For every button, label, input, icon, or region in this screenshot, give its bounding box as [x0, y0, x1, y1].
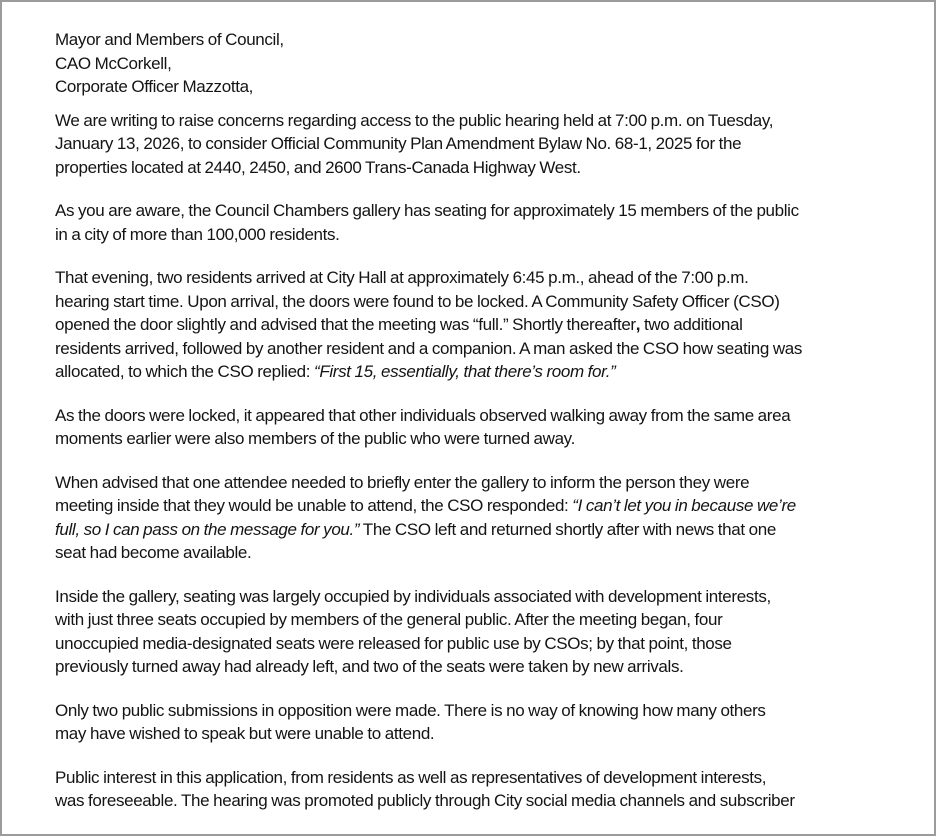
text-line: Inside the gallery, seating was largely occupied by individuals associated with development interests,: [55, 586, 771, 606]
text-line: seat had become available.: [55, 543, 252, 562]
text-segment: opened the door slightly and advised that the meeting was “full.” Shortly thereafter: [55, 315, 636, 334]
text-line: As you are aware, the Council Chambers gallery has seating for approximately 15 members of the public: [55, 201, 799, 220]
text-line: January 13, 2026, to consider Official Community Plan Amendment Bylaw No. 68-1, 2025 for the: [55, 134, 742, 153]
paragraph-inside-gallery: [55, 585, 915, 679]
text-line: We are writing to raise concerns regarding access to the public hearing held at 7:00 p.m. on Tuesday,: [55, 110, 774, 130]
paragraph-public-interest: [55, 766, 915, 813]
cso-quote: full, so I can pass on the message for you.”: [55, 519, 360, 539]
text-line: may have wished to speak but were unable to attend.: [55, 724, 435, 743]
text-line: That evening, two residents arrived at City Hall at approximately 6:45 p.m., ahead of the 7:00 p.m.: [55, 268, 749, 287]
text-line: [55, 360, 915, 384]
salutation-line: CAO McCorkell,: [55, 53, 172, 73]
salutation-line: Mayor and Members of Council,: [55, 30, 284, 49]
text-segment: meeting inside that they would be unable to attend, the CSO responded:: [55, 496, 573, 515]
paragraph-attendee-message: [55, 471, 915, 565]
text-segment: allocated, to which the CSO replied:: [55, 362, 315, 381]
text-line: [55, 494, 915, 518]
text-line: unoccupied media-designated seats were released for public use by CSOs; by that point, those: [55, 633, 732, 653]
text-line: with just three seats occupied by members of the general public. After the meeting began, four: [55, 610, 723, 629]
text-line: Public interest in this application, from residents as well as representatives of development interests,: [55, 767, 767, 787]
text-line: Only two public submissions in opposition were made. There is no way of knowing how many others: [55, 700, 766, 720]
bold-comma: ,: [635, 315, 641, 334]
text-line: hearing start time. Upon arrival, the doors were found to be locked. A Community Safety Officer (CSO): [55, 291, 780, 311]
cso-quote: “First 15, essentially, that there’s room for.”: [314, 362, 616, 381]
paragraph-submissions: [55, 699, 915, 746]
paragraph-doors-locked: [55, 404, 915, 451]
text-line: When advised that one attendee needed to briefly enter the gallery to inform the person they were: [55, 472, 750, 492]
text-line: As the doors were locked, it appeared that other individuals observed walking away from the same area: [55, 405, 791, 425]
text-line: properties located at 2440, 2450, and 2600 Trans-Canada Highway West.: [55, 157, 581, 177]
text-line: in a city of more than 100,000 residents.: [55, 224, 340, 244]
text-line: previously turned away had already left, and two of the seats were taken by new arrivals.: [55, 657, 684, 676]
salutation: [55, 28, 915, 99]
letter-body: [55, 28, 915, 833]
text-line: [55, 518, 915, 542]
paragraph-hearing-concern: [55, 109, 915, 180]
paragraph-gallery-seating: [55, 199, 915, 246]
text-segment: The CSO left and returned shortly after with news that one: [359, 519, 776, 539]
text-line: [55, 313, 915, 337]
salutation-line: Corporate Officer Mazzotta,: [55, 77, 254, 96]
text-line: residents arrived, followed by another resident and a companion. A man asked the CSO how seating was: [55, 338, 803, 358]
cso-quote: “I can’t let you in because we’re: [572, 496, 796, 515]
text-line: was foreseeable. The hearing was promoted publicly through City social media channels and subscriber: [55, 791, 795, 810]
text-line: moments earlier were also members of the public who were turned away.: [55, 429, 575, 448]
text-segment: two additional: [640, 315, 743, 334]
paragraph-that-evening: [55, 266, 915, 384]
